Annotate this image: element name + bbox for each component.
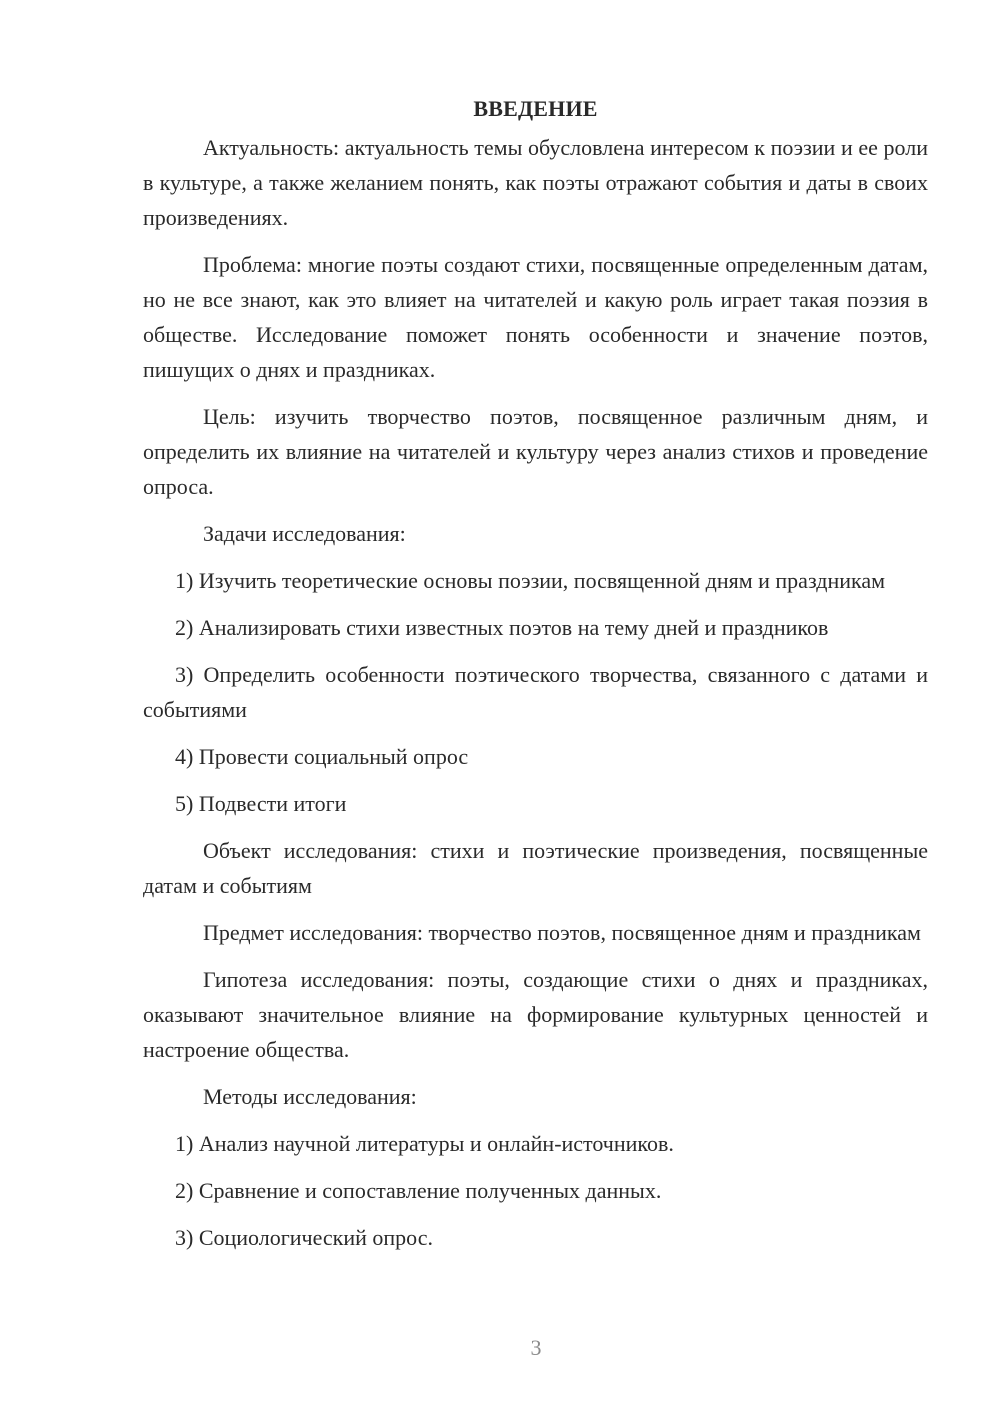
hypothesis-paragraph: Гипотеза исследования: поэты, создающие стихи о днях и праздниках, оказывают значительное влияние на формирование культурных ценностей и настроение общества. — [143, 967, 928, 1062]
section-title: ВВЕДЕНИЕ — [473, 96, 598, 121]
goal-paragraph: Цель: изучить творчество поэтов, посвященное различным дням, и определить их влияние на читателей и культуру через анализ стихов и проведение опроса. — [143, 404, 928, 499]
methods-heading: Методы исследования: — [203, 1084, 417, 1109]
tasks-heading: Задачи исследования: — [203, 521, 406, 546]
relevance-paragraph: Актуальность: актуальность темы обусловлена интересом к поэзии и ее роли в культуре, а также желанием понять, как поэты отражают события и даты в своих произведениях. — [143, 135, 928, 230]
task-item-5: 5) Подвести итоги — [175, 791, 347, 816]
document-body — [143, 92, 928, 1267]
task-item-3: 3) Определить особенности поэтического творчества, связанного с датами и событиями — [143, 662, 928, 722]
method-item-3: 3) Социологический опрос. — [175, 1225, 433, 1250]
problem-paragraph: Проблема: многие поэты создают стихи, посвященные определенным датам, но не все знают, как это влияет на читателей и какую роль играет такая поэзия в обществе. Исследование поможет понять особенности и значение поэтов, пишущих о днях и праздниках. — [143, 252, 928, 382]
page-number: 3 — [530, 1335, 542, 1360]
task-item-4: 4) Провести социальный опрос — [175, 744, 469, 769]
method-item-2: 2) Сравнение и сопоставление полученных данных. — [175, 1178, 662, 1203]
task-item-2: 2) Анализировать стихи известных поэтов на тему дней и праздников — [175, 615, 829, 640]
task-item-1: 1) Изучить теоретические основы поэзии, посвященной дням и праздникам — [175, 568, 886, 593]
subject-paragraph: Предмет исследования: творчество поэтов, посвященное дням и праздникам — [203, 920, 921, 945]
method-item-1: 1) Анализ научной литературы и онлайн-источников. — [175, 1131, 674, 1156]
object-paragraph: Объект исследования: стихи и поэтические произведения, посвященные датам и событиям — [143, 838, 928, 898]
